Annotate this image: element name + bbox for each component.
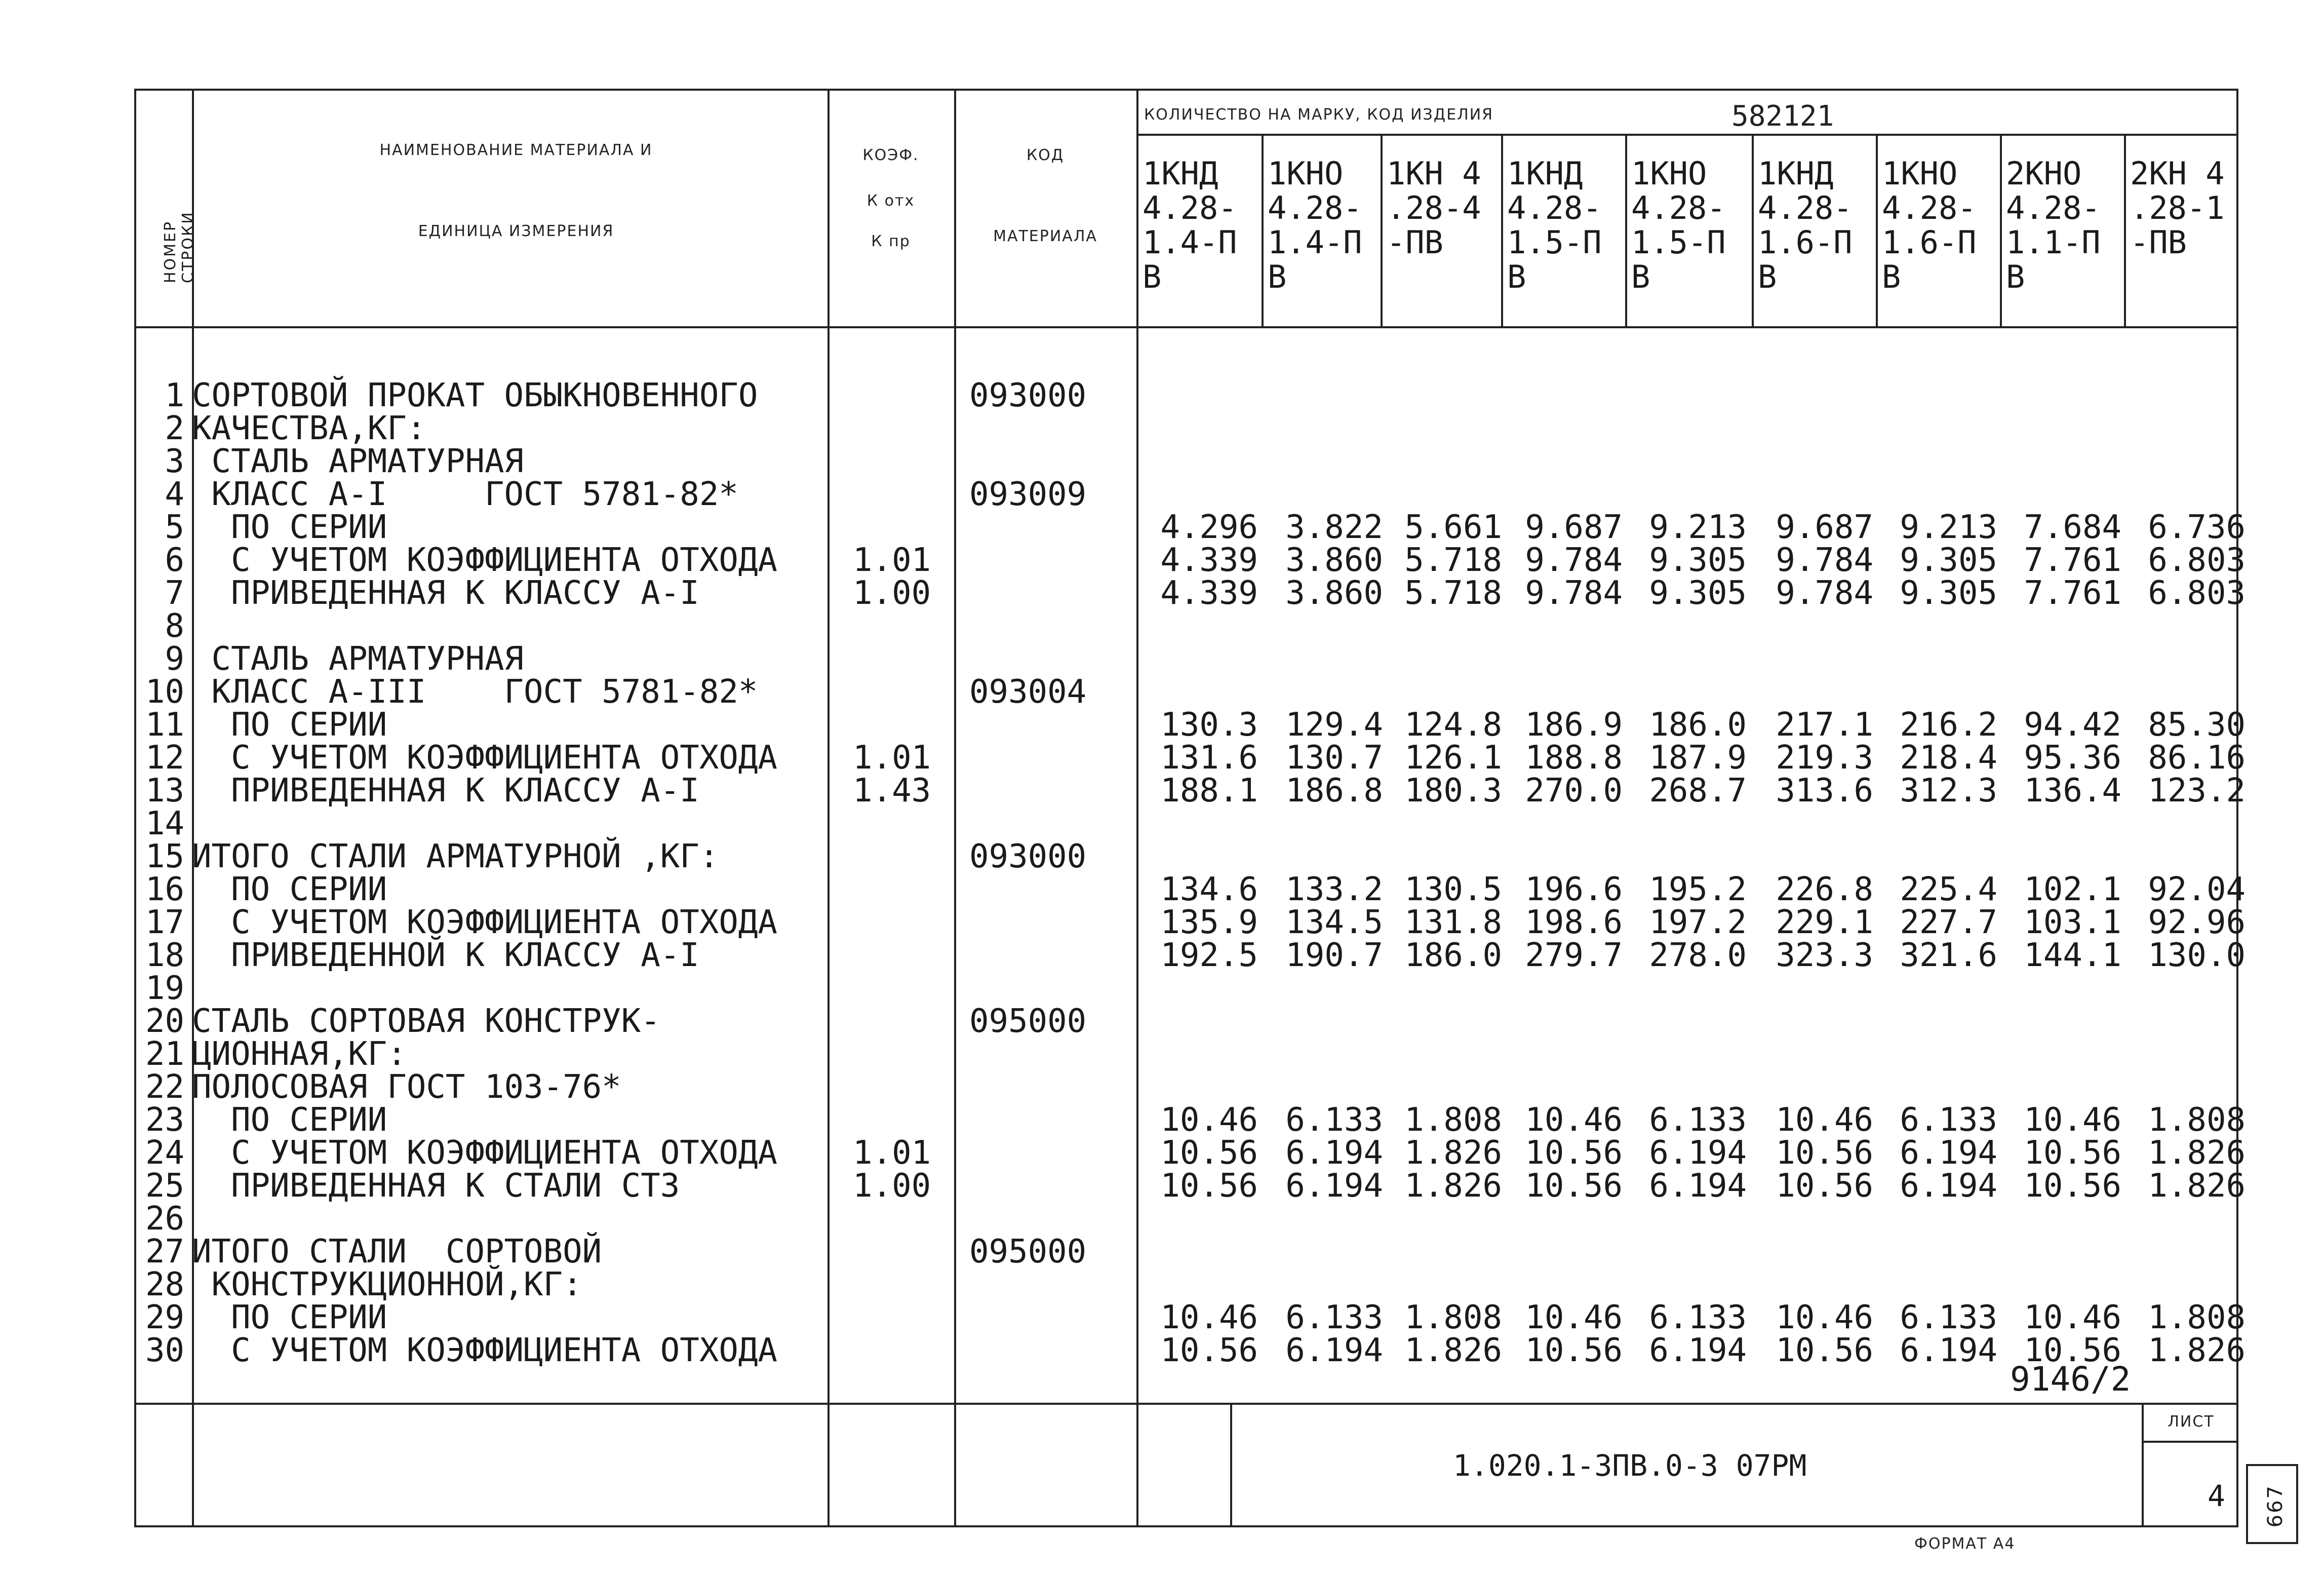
row-number: 18 <box>145 937 184 974</box>
quantity-value: 3.822 <box>1285 509 1383 546</box>
table-row <box>136 445 2238 478</box>
quantity-value: 6.133 <box>1900 1299 1997 1336</box>
table-row <box>136 904 2246 941</box>
table-row <box>136 937 2246 974</box>
column-header: 1КН 4 .28-4 -ПВ <box>1387 155 1481 261</box>
quantity-value: 9.305 <box>1900 574 1997 612</box>
material-name: ПО СЕРИИ <box>192 509 387 546</box>
table-row <box>136 1134 2246 1172</box>
column-divider <box>1625 134 1627 326</box>
quantity-value: 130.0 <box>2148 937 2246 974</box>
quantity-value: 130.5 <box>1404 871 1502 908</box>
quantity-value: 4.296 <box>1160 509 1258 546</box>
quantity-value: 186.0 <box>1404 937 1502 974</box>
table-row <box>136 574 2246 612</box>
row-number: 10 <box>145 673 184 711</box>
column-header: 2КН 4 .28-1 -ПВ <box>2130 155 2225 261</box>
quantity-value: 10.56 <box>1525 1167 1623 1205</box>
material-name: С УЧЕТОМ КОЭФФИЦИЕНТА ОТХОДА <box>192 1134 777 1172</box>
quantity-value: 131.6 <box>1160 739 1258 777</box>
coefficient: 1.00 <box>853 1167 931 1205</box>
quantity-value: 86.16 <box>2148 739 2246 777</box>
quantity-value: 219.3 <box>1776 739 1873 777</box>
quantity-value: 6.736 <box>2148 509 2246 546</box>
quantity-value: 133.2 <box>1285 871 1383 908</box>
quantity-value: 7.684 <box>2024 509 2121 546</box>
quantity-value: 313.6 <box>1776 772 1873 810</box>
coef-header-line1: КОЭФ. <box>862 146 919 164</box>
material-code: 095000 <box>969 1233 1087 1271</box>
row-number: 13 <box>145 772 184 810</box>
row-number: 7 <box>165 574 184 612</box>
row-number: 14 <box>145 805 184 842</box>
code-header-line1: КОД <box>1026 146 1065 164</box>
divider <box>2142 1403 2144 1525</box>
material-name: ПО СЕРИИ <box>192 1101 387 1139</box>
material-name: ПОЛОСОВАЯ ГОСТ 103-76* <box>192 1068 621 1106</box>
sheet-number: 4 <box>2208 1479 2225 1513</box>
row-number: 5 <box>165 509 184 546</box>
quantity-value: 1.808 <box>2148 1101 2246 1139</box>
quantity-value: 85.30 <box>2148 706 2246 744</box>
quantity-value: 134.6 <box>1160 871 1258 908</box>
column-header: 1КНО 4.28- 1.4-П В <box>1268 155 1362 295</box>
quantity-value: 279.7 <box>1525 937 1623 974</box>
quantity-value: 4.339 <box>1160 542 1258 579</box>
quantity-value: 198.6 <box>1525 904 1623 941</box>
quantity-value: 94.42 <box>2024 706 2121 744</box>
material-name: ЦИОННАЯ,КГ: <box>192 1035 407 1073</box>
material-name: КОНСТРУКЦИОННОЙ,КГ: <box>192 1266 582 1303</box>
quantity-value: 123.2 <box>2148 772 2246 810</box>
quantity-value: 323.3 <box>1776 937 1873 974</box>
quantity-value: 9.687 <box>1776 509 1873 546</box>
quantity-value: 9.305 <box>1649 542 1747 579</box>
material-name: СОРТОВОЙ ПРОКАТ ОБЫКНОВЕННОГО <box>192 377 758 414</box>
row-number: 19 <box>145 970 184 1007</box>
table-row <box>136 607 2238 645</box>
quantity-value: 6.133 <box>1649 1101 1747 1139</box>
row-number: 24 <box>145 1134 184 1172</box>
table-row <box>136 1167 2246 1205</box>
row-number: 21 <box>145 1035 184 1073</box>
quantity-value: 9.784 <box>1776 542 1873 579</box>
table-row <box>136 509 2246 546</box>
column-divider <box>1752 134 1754 326</box>
quantity-value: 196.6 <box>1525 871 1623 908</box>
row-number: 12 <box>145 739 184 777</box>
quantity-value: 217.1 <box>1776 706 1873 744</box>
quantity-value: 218.4 <box>1900 739 1997 777</box>
column-header: 1КНО 4.28- 1.5-П В <box>1631 155 1726 295</box>
quantity-value: 1.808 <box>1404 1101 1502 1139</box>
quantity-value: 186.8 <box>1285 772 1383 810</box>
quantity-value: 131.8 <box>1404 904 1502 941</box>
quantity-value: 95.36 <box>2024 739 2121 777</box>
quantity-value: 6.194 <box>1649 1167 1747 1205</box>
quantity-value: 10.56 <box>1776 1134 1873 1172</box>
quantity-value: 278.0 <box>1649 937 1747 974</box>
row-number: 22 <box>145 1068 184 1106</box>
row-number: 6 <box>165 542 184 579</box>
quantity-value: 5.718 <box>1404 542 1502 579</box>
quantity-value: 195.2 <box>1649 871 1747 908</box>
quantity-value: 6.194 <box>1285 1167 1383 1205</box>
quantity-value: 10.56 <box>1160 1167 1258 1205</box>
material-name: ПРИВЕДЕННОЙ К КЛАССУ А-I <box>192 937 699 974</box>
row-number: 26 <box>145 1200 184 1238</box>
quantity-value: 6.194 <box>1649 1134 1747 1172</box>
row-number: 8 <box>165 607 184 645</box>
table-row <box>136 1299 2246 1336</box>
material-name: СТАЛЬ АРМАТУРНАЯ <box>192 640 524 678</box>
quantity-value: 10.46 <box>1776 1101 1873 1139</box>
material-name: ПО СЕРИИ <box>192 706 387 744</box>
material-code: 093004 <box>969 673 1087 711</box>
quantity-value: 10.56 <box>2024 1332 2121 1369</box>
quantity-value: 10.46 <box>1160 1299 1258 1336</box>
material-name: ПО СЕРИИ <box>192 1299 387 1336</box>
table-row <box>136 739 2246 777</box>
column-header: 1КНО 4.28- 1.6-П В <box>1882 155 1977 295</box>
material-name: ПО СЕРИИ <box>192 871 387 908</box>
column-header: 2КНО 4.28- 1.1-П В <box>2006 155 2101 295</box>
coef-header-line3: К пр <box>871 233 911 250</box>
quantity-value: 3.860 <box>1285 542 1383 579</box>
quantity-value: 10.56 <box>2024 1167 2121 1205</box>
quantity-value: 9.213 <box>1649 509 1747 546</box>
table-row <box>136 807 2238 840</box>
row-number: 28 <box>145 1266 184 1303</box>
quantity-value: 135.9 <box>1160 904 1258 941</box>
quantity-value: 6.194 <box>1900 1332 1997 1369</box>
quantity-value: 6.194 <box>1900 1134 1997 1172</box>
quantity-value: 9.784 <box>1776 574 1873 612</box>
quantity-value: 227.7 <box>1900 904 1997 941</box>
quantity-value: 6.803 <box>2148 574 2246 612</box>
quantity-value: 10.46 <box>2024 1299 2121 1336</box>
row-number: 1 <box>165 377 184 414</box>
table-row <box>136 379 2238 412</box>
column-header: 1КНД 4.28- 1.4-П В <box>1143 155 1237 295</box>
quantity-value: 225.4 <box>1900 871 1997 908</box>
quantity-value: 129.4 <box>1285 706 1383 744</box>
quantity-value: 5.661 <box>1404 509 1502 546</box>
table-row <box>136 871 2246 908</box>
material-name: КЛАСС А-I ГОСТ 5781-82* <box>192 476 738 513</box>
quantity-value: 6.803 <box>2148 542 2246 579</box>
divider <box>136 326 2236 328</box>
row-number: 30 <box>145 1332 184 1369</box>
quantity-value: 10.56 <box>1525 1134 1623 1172</box>
material-name: ИТОГО СТАЛИ АРМАТУРНОЙ ,КГ: <box>192 838 719 875</box>
quantity-value: 192.5 <box>1160 937 1258 974</box>
quantity-value: 3.860 <box>1285 574 1383 612</box>
quantity-value: 9.305 <box>1649 574 1747 612</box>
table-row <box>136 412 2238 445</box>
quantity-value: 10.56 <box>1160 1332 1258 1369</box>
quantity-value: 1.826 <box>1404 1332 1502 1369</box>
row-number: 4 <box>165 476 184 513</box>
quantity-value: 103.1 <box>2024 904 2121 941</box>
row-number: 20 <box>145 1003 184 1040</box>
side-code-box <box>2246 1464 2298 1544</box>
material-name: С УЧЕТОМ КОЭФФИЦИЕНТА ОТХОДА <box>192 542 777 579</box>
quantity-value: 1.826 <box>2148 1332 2246 1369</box>
quantity-value: 188.8 <box>1525 739 1623 777</box>
material-name: ИТОГО СТАЛИ СОРТОВОЙ <box>192 1233 602 1271</box>
quantity-value: 126.1 <box>1404 739 1502 777</box>
row-number: 27 <box>145 1233 184 1271</box>
divider <box>2142 1441 2236 1443</box>
quantity-value: 6.133 <box>1900 1101 1997 1139</box>
coef-header-line2: К отх <box>866 192 915 210</box>
sheet-label: ЛИСТ <box>2168 1413 2215 1431</box>
coefficient: 1.00 <box>853 574 931 612</box>
quantity-value: 9.213 <box>1900 509 1997 546</box>
quantity-value: 136.4 <box>2024 772 2121 810</box>
table-row <box>136 1068 2238 1106</box>
table-row <box>136 1035 2238 1073</box>
quantity-value: 130.7 <box>1285 739 1383 777</box>
table-frame <box>134 89 2246 1527</box>
quantity-value: 4.339 <box>1160 574 1258 612</box>
row-number: 2 <box>165 410 184 447</box>
quantity-value: 10.46 <box>1525 1299 1623 1336</box>
quantity-value: 180.3 <box>1404 772 1502 810</box>
row-number: 25 <box>145 1167 184 1205</box>
quantity-value: 1.808 <box>1404 1299 1502 1336</box>
quantity-value: 10.46 <box>1525 1101 1623 1139</box>
quantity-value: 144.1 <box>2024 937 2121 974</box>
table-row <box>136 640 2238 678</box>
column-divider <box>1501 134 1503 326</box>
divider <box>1230 1403 1232 1525</box>
quantity-value: 6.194 <box>1649 1332 1747 1369</box>
quantity-value: 92.96 <box>2148 904 2246 941</box>
material-name: С УЧЕТОМ КОЭФФИЦИЕНТА ОТХОДА <box>192 1332 777 1369</box>
quantity-value: 190.7 <box>1285 937 1383 974</box>
quantity-value: 229.1 <box>1776 904 1873 941</box>
quantity-value: 6.194 <box>1900 1167 1997 1205</box>
quantity-value: 186.0 <box>1649 706 1747 744</box>
document-number: 9146/2 <box>2010 1360 2131 1399</box>
table-row <box>136 542 2246 579</box>
table-row <box>136 673 2238 711</box>
material-name: ПРИВЕДЕННАЯ К СТАЛИ СТ3 <box>192 1167 680 1205</box>
quantity-value: 6.194 <box>1285 1332 1383 1369</box>
material-code: 093000 <box>969 377 1087 414</box>
column-header: 1КНД 4.28- 1.6-П В <box>1758 155 1853 295</box>
quantity-value: 226.8 <box>1776 871 1873 908</box>
material-name: ПРИВЕДЕННАЯ К КЛАССУ А-I <box>192 772 699 810</box>
quantity-value: 92.04 <box>2148 871 2246 908</box>
quantity-value: 10.46 <box>1160 1101 1258 1139</box>
quantity-value: 134.5 <box>1285 904 1383 941</box>
material-name: КАЧЕСТВА,КГ: <box>192 410 426 447</box>
material-code: 095000 <box>969 1003 1087 1040</box>
table-row <box>136 706 2246 744</box>
table-row <box>136 1005 2238 1038</box>
divider <box>136 1403 2236 1405</box>
quantity-value: 130.3 <box>1160 706 1258 744</box>
quantity-value: 9.305 <box>1900 542 1997 579</box>
table-row <box>136 972 2238 1005</box>
table-row <box>136 478 2238 511</box>
quantity-value: 1.826 <box>1404 1167 1502 1205</box>
row-number: 16 <box>145 871 184 908</box>
column-divider <box>1381 134 1383 326</box>
coefficient: 1.01 <box>853 1134 931 1172</box>
side-code: 667 <box>2264 1484 2287 1528</box>
quantity-value: 6.133 <box>1649 1299 1747 1336</box>
document-designation: 1.020.1-3ПВ.0-3 07РМ <box>1453 1448 1807 1483</box>
format-label: ФОРМАТ А4 <box>1914 1535 2016 1553</box>
table-row <box>136 840 2238 873</box>
column-divider <box>1262 134 1264 326</box>
quantity-value: 102.1 <box>2024 871 2121 908</box>
material-code: 093009 <box>969 476 1087 513</box>
material-header-line1: НАИМЕНОВАНИЕ МАТЕРИАЛА И <box>379 141 653 159</box>
row-number-header: НОМЕР СТРОКИ <box>162 211 197 283</box>
quantity-value: 7.761 <box>2024 574 2121 612</box>
quantity-value: 124.8 <box>1404 706 1502 744</box>
quantity-value: 1.826 <box>2148 1134 2246 1172</box>
divider <box>1136 134 2236 136</box>
quantity-value: 186.9 <box>1525 706 1623 744</box>
column-divider <box>2124 134 2126 326</box>
table-row <box>136 772 2246 810</box>
quantity-value: 6.133 <box>1285 1299 1383 1336</box>
quantity-value: 10.56 <box>1160 1134 1258 1172</box>
quantity-value: 197.2 <box>1649 904 1747 941</box>
row-number: 23 <box>145 1101 184 1139</box>
table-row <box>136 1200 2238 1238</box>
quantity-value: 1.808 <box>2148 1299 2246 1336</box>
quantity-value: 312.3 <box>1900 772 1997 810</box>
code-header-line2: МАТЕРИАЛА <box>993 227 1097 245</box>
column-divider <box>2000 134 2002 326</box>
quantity-value: 10.56 <box>1776 1332 1873 1369</box>
column-header: 1КНД 4.28- 1.5-П В <box>1507 155 1602 295</box>
quantity-value: 321.6 <box>1900 937 1997 974</box>
material-header-line2: ЕДИНИЦА ИЗМЕРЕНИЯ <box>418 222 614 240</box>
row-number: 17 <box>145 904 184 941</box>
material-name: СТАЛЬ СОРТОВАЯ КОНСТРУК- <box>192 1003 660 1040</box>
row-number: 15 <box>145 838 184 875</box>
table-row <box>136 1233 2238 1271</box>
material-name: С УЧЕТОМ КОЭФФИЦИЕНТА ОТХОДА <box>192 904 777 941</box>
coefficient: 1.01 <box>853 739 931 777</box>
column-divider <box>1876 134 1878 326</box>
coefficient: 1.01 <box>853 542 931 579</box>
row-number: 3 <box>165 443 184 480</box>
quantity-header: КОЛИЧЕСТВО НА МАРКУ, КОД ИЗДЕЛИЯ <box>1144 106 1494 124</box>
table-row <box>136 1332 2246 1369</box>
material-name: СТАЛЬ АРМАТУРНАЯ <box>192 443 524 480</box>
quantity-value: 187.9 <box>1649 739 1747 777</box>
quantity-value: 1.826 <box>1404 1134 1502 1172</box>
material-name: ПРИВЕДЕННАЯ К КЛАССУ А-I <box>192 574 699 612</box>
quantity-value: 268.7 <box>1649 772 1747 810</box>
product-code: 582121 <box>1731 100 1834 133</box>
table-row <box>136 1101 2246 1139</box>
material-code: 093000 <box>969 838 1087 875</box>
coefficient: 1.43 <box>853 772 931 810</box>
quantity-value: 188.1 <box>1160 772 1258 810</box>
quantity-value: 10.56 <box>1525 1332 1623 1369</box>
quantity-value: 5.718 <box>1404 574 1502 612</box>
quantity-value: 9.784 <box>1525 574 1623 612</box>
quantity-value: 10.46 <box>2024 1101 2121 1139</box>
table-row <box>136 1268 2238 1301</box>
row-number: 11 <box>145 706 184 744</box>
quantity-value: 270.0 <box>1525 772 1623 810</box>
quantity-value: 6.194 <box>1285 1134 1383 1172</box>
quantity-value: 1.826 <box>2148 1167 2246 1205</box>
quantity-value: 6.133 <box>1285 1101 1383 1139</box>
quantity-value: 216.2 <box>1900 706 1997 744</box>
row-number: 9 <box>165 640 184 678</box>
material-name: КЛАСС А-III ГОСТ 5781-82* <box>192 673 758 711</box>
quantity-value: 10.56 <box>2024 1134 2121 1172</box>
quantity-value: 10.46 <box>1776 1299 1873 1336</box>
quantity-value: 7.761 <box>2024 542 2121 579</box>
quantity-value: 9.687 <box>1525 509 1623 546</box>
quantity-value: 9.784 <box>1525 542 1623 579</box>
material-name: С УЧЕТОМ КОЭФФИЦИЕНТА ОТХОДА <box>192 739 777 777</box>
row-number: 29 <box>145 1299 184 1336</box>
quantity-value: 10.56 <box>1776 1167 1873 1205</box>
